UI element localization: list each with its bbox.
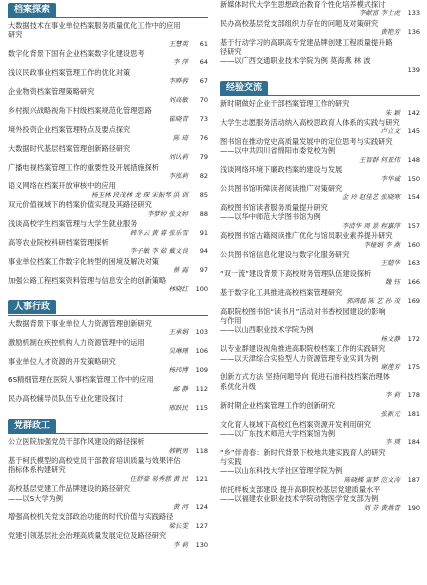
section-title: 人事行政 (8, 300, 56, 314)
entry-title-line: 语义网络在档案开放审核中的应用 (8, 181, 116, 191)
entry-author: 林晓红 (168, 285, 188, 294)
entry-page-number: 148 (407, 155, 420, 164)
entry-page-number: 70 (199, 96, 208, 105)
entry-title-line: 基于柯氏模型的高校党员干部教育培训质量与效果评估 (8, 456, 181, 466)
entry-title-line: 大数据技术在事业单位档案服务质量优化工作中的应用 (8, 21, 181, 30)
entry-meta (220, 335, 420, 344)
entry-title-line: 指标体系构建研究 (8, 465, 66, 475)
entry-page-number: 175 (407, 362, 420, 371)
entry-title-line: 数字化背景下国有企业档案数字化建设思考 (8, 49, 145, 59)
entry-title-line: “双一流”建设背景下高校财务管理队伍建设探析 (220, 268, 372, 278)
entry-title-line: 系优化升级 (220, 381, 256, 391)
entry-page-number: 91 (199, 228, 208, 237)
entry-title-line: 大数据时代基层档案管理创新路径研究 (8, 143, 131, 153)
entry-page-number: 100 (195, 285, 208, 294)
toc-entry[interactable] (220, 448, 420, 484)
toc-right-column (220, 0, 420, 518)
entry-title-line: ——以山东科技大学社区管理学院为例 (220, 466, 343, 476)
entry-title-line: 企业物资档案管理策略研究 (8, 86, 95, 96)
toc-entry[interactable] (8, 512, 208, 530)
entry-title-line: 广播电视档案管理工作的重要性及开展措施探析 (8, 162, 159, 172)
entry-meta (220, 259, 420, 268)
entry-author: 吴琳瑾 (168, 346, 188, 355)
toc-entry[interactable] (220, 99, 420, 117)
entry-title-line: 激励机制在疾控机构人力资源管理中的运用 (8, 337, 145, 347)
toc-entry[interactable] (8, 21, 208, 48)
entry-author: 杨玮博 (168, 365, 188, 374)
entry-title-line: ——以广西交通职业技术学院为例 莫海燕 林 波 (220, 56, 371, 66)
entry-meta (8, 229, 208, 238)
entry-title-line: 高校图书馆古籍阅读推广优化与馆员职业素养提升研究 (220, 231, 393, 241)
entry-meta (220, 363, 420, 372)
entry-title-line: 文化育人视域下高校红色档案资源开发利用研究 (220, 419, 371, 429)
entry-author: 刘认莉 (168, 152, 188, 161)
toc-entry[interactable] (220, 307, 420, 343)
entry-author: 黄 河 (172, 502, 188, 511)
entry-meta (220, 241, 420, 250)
toc-entry[interactable] (8, 456, 208, 483)
entry-title-line: ——以S大学为例 (8, 493, 63, 503)
entry-meta (8, 541, 208, 550)
entry-page-number: 136 (407, 28, 420, 37)
entry-author: 卢立文 (380, 127, 400, 136)
entry-meta (220, 297, 420, 306)
entry-author: 刘高敏 (168, 96, 188, 105)
entry-page-number: 142 (407, 108, 420, 117)
entry-page-number: 190 (407, 503, 420, 512)
entry-title-line: 浅谈网络环境下廉政档案的建设与发展 (220, 165, 343, 175)
toc-entry[interactable] (8, 484, 208, 511)
section-header (8, 2, 208, 18)
entry-title-line: ——以山西职业技术学院为例 (220, 325, 314, 335)
entry-page-number: 94 (199, 247, 208, 256)
entry-title-line: 基于行动学习的高职高专党建品牌创建工程质量提升路 (220, 37, 393, 47)
toc-entry[interactable] (220, 231, 420, 249)
entry-title-line: 民办高校基层党支部组织力存在的问题及对策研究 (220, 18, 379, 28)
entry-title-line: 新时期企业档案管理工作的创新研究 (220, 400, 336, 410)
entry-title-line: 党建引领基层社会治理高质量发展定位及路径研究 (8, 531, 167, 541)
entry-title-line: ——以广东技术师范大学档案馆为例 (220, 428, 336, 438)
entry-title-line: 径研究 (220, 47, 242, 57)
entry-title-line: 公共图书馆信息化建设与数字化服务研究 (220, 250, 350, 260)
toc-entry[interactable] (8, 200, 208, 218)
entry-author: 朱 颖 (384, 108, 400, 117)
entry-page-number: 157 (407, 221, 420, 230)
entry-page-number: 64 (199, 58, 208, 67)
entry-meta (8, 96, 208, 105)
entry-meta (8, 172, 208, 181)
entry-title-line: ——以天津综合实验型人力资源管理专业实训为例 (220, 353, 379, 363)
toc-entry[interactable] (8, 219, 208, 237)
entry-title-line: 高职院校图书馆“读书月”活动对书香校园建设的影响 (220, 306, 386, 316)
toc-entry[interactable] (8, 394, 208, 412)
entry-meta (220, 410, 420, 419)
toc-entry[interactable] (220, 19, 420, 37)
toc-entry[interactable] (8, 125, 208, 143)
toc-entry[interactable] (8, 357, 208, 375)
toc-entry[interactable] (8, 375, 208, 393)
entry-page-number: 154 (407, 193, 420, 202)
toc-section (220, 80, 420, 512)
entry-meta (8, 191, 208, 200)
entry-title-line: ——以福建农业职业技术学院动物医学党支部为例 (220, 494, 379, 504)
entry-title-line: 创新方式方法 坚持问题导向 促进石油科技档案治理体 (220, 372, 390, 382)
entry-title-line: 与作用 (220, 316, 242, 326)
toc-entry[interactable] (220, 288, 420, 306)
toc-entry[interactable] (220, 38, 420, 74)
entry-author: 陈晓蝶 雷梦 范文涛 (343, 475, 400, 484)
entry-page-number: 124 (195, 502, 208, 511)
entry-author: 杨文静 (380, 334, 400, 343)
entry-title-line: 大学生志愿服务活动纳入高校思政育人体系的实践与研究 (220, 118, 400, 128)
toc-entry[interactable] (220, 118, 420, 136)
entry-meta (220, 193, 420, 202)
entry-author: 韩帆男 (168, 446, 188, 455)
entry-meta (8, 153, 208, 162)
entry-title-line: 公共图书馆听障读者阅读推广对策研究 (220, 184, 343, 194)
entry-meta (220, 175, 420, 184)
toc-section (220, 0, 420, 74)
entry-page-number: 139 (407, 65, 420, 74)
entry-meta (8, 366, 208, 375)
entry-page-number: 184 (407, 438, 420, 447)
entry-page-number: 178 (407, 391, 420, 400)
entry-title-line: 6S精细管理在医院人事档案管理工作中的应用 (8, 375, 154, 385)
entry-title-line: 大数据背景下事业单位人力资源管理创新研究 (8, 318, 152, 328)
entry-page-number: 82 (199, 171, 208, 180)
entry-author: 邢跃民 (168, 403, 188, 412)
section-title: 档案探索 (8, 3, 56, 17)
entry-author: 李子敏 李 茹 戴文良 (129, 247, 188, 256)
toc-entry[interactable] (8, 531, 208, 549)
entry-title-line: 以专业群建设视角推进高职院校档案工作的实践研究 (220, 344, 386, 354)
entry-page-number: 115 (195, 403, 208, 412)
entry-page-number: 106 (195, 346, 208, 355)
entry-author: 李 莉 (384, 391, 400, 400)
entry-title-line: 依托样板支部建设 提升高职院校基层党建质量水平 (220, 485, 381, 495)
entry-page-number: 73 (199, 115, 208, 124)
toc-entry[interactable] (8, 181, 208, 199)
entry-title-line: ——以华中师范大学图书馆为例 (220, 212, 321, 222)
entry-title-line: 事业单位档案工作数字化转型的困境及解决对策 (8, 256, 159, 266)
toc-entry[interactable] (8, 319, 208, 337)
toc-left-column (8, 0, 208, 555)
toc-entry[interactable] (8, 49, 208, 67)
entry-meta (220, 127, 420, 136)
entry-meta (8, 266, 208, 275)
entry-author: 李华诚 (380, 174, 400, 183)
toc-entry[interactable] (220, 344, 420, 371)
toc-entry[interactable] (220, 401, 420, 419)
entry-meta (220, 438, 420, 447)
toc-entry[interactable] (8, 68, 208, 86)
entry-title-line: 与实践 (220, 457, 242, 466)
entry-title-line: 浅议民政事业档案管理工作的优化对策 (8, 68, 131, 78)
entry-meta (220, 278, 420, 287)
entry-title-line: 基于数字化工具推进高校档案管理研究 (220, 287, 343, 297)
entry-author: 崔晓青 (168, 115, 188, 124)
entry-title-line: 研究 (8, 30, 23, 40)
entry-title-line: 浅谈高校学生档案管理与大学生就业服务 (8, 219, 138, 229)
entry-author: 杨玉林 段茂林 龙 琛 宋振琴 洪 训 (91, 190, 188, 199)
entry-author: 李 瑛 (384, 438, 400, 447)
toc-entry[interactable] (220, 0, 420, 18)
entry-meta (8, 77, 208, 86)
entry-title-line: 加强公路工程档案资料管理与信息安全的创新策略 (8, 275, 167, 285)
entry-meta (220, 391, 420, 400)
entry-meta (220, 109, 420, 118)
entry-author: 梁长雯 (168, 521, 188, 530)
entry-meta (8, 115, 208, 124)
entry-author: 李晔蓉 (168, 77, 188, 86)
entry-author: 李娅娟 李 燕 (363, 240, 400, 249)
entry-title-line: 公立医院加强党员干部作风建设的路径探析 (8, 437, 145, 447)
entry-meta (220, 504, 420, 513)
entry-author: 李 莉 (172, 540, 188, 549)
entry-author: 李泓莉 (168, 171, 188, 180)
entry-page-number: 103 (195, 328, 208, 337)
toc-entry[interactable] (220, 137, 420, 164)
entry-title-line: 增强高校机关党支部政治功能的时代价值与实践路径 (8, 512, 174, 522)
toc-entry[interactable] (220, 165, 420, 183)
entry-meta (8, 134, 208, 143)
toc-entry[interactable] (8, 163, 208, 181)
toc-section (8, 300, 208, 412)
entry-meta (8, 285, 208, 294)
entry-author: 刘 芬 黄燕青 (363, 503, 400, 512)
toc-entry[interactable] (8, 338, 208, 356)
entry-meta (8, 247, 208, 256)
entry-title-line: 境外投资企业档案管理特点及要点探究 (8, 124, 131, 134)
entry-meta (220, 9, 420, 18)
entry-author: 韩冬云 黄 睿 张乐雪 (129, 228, 188, 237)
entry-page-number: 130 (195, 540, 208, 549)
entry-author: 王承娟 (168, 328, 188, 337)
entry-title-line: 乡村振兴战略视角下村级档案规范化管理思路 (8, 105, 152, 115)
entry-author: 李梦婷 张文婷 (146, 209, 188, 218)
toc-section (8, 2, 208, 294)
section-header (220, 80, 420, 96)
entry-meta (8, 40, 208, 49)
entry-author: 金 玲 赵佳艺 张晓寒 (341, 193, 400, 202)
entry-page-number: 166 (407, 278, 420, 287)
entry-author: 王慧英 (168, 39, 188, 48)
entry-title-line: 高校基层党建工作品牌建设的路径研究 (8, 484, 131, 494)
entry-page-number: 67 (199, 77, 208, 86)
toc-entry[interactable] (8, 437, 208, 455)
section-title: 经验交流 (220, 81, 268, 95)
entry-page-number: 61 (199, 39, 208, 48)
entry-author: 李清华 周 景 程嘉萍 (341, 221, 400, 230)
entry-meta (8, 210, 208, 219)
entry-author: 张新元 (380, 409, 400, 418)
entry-author: 李 萍 (172, 58, 188, 67)
entry-page-number: 172 (407, 334, 420, 343)
entry-author: 郭鸿磊 陈 艺 孙 茂 (346, 297, 400, 306)
entry-meta (220, 222, 420, 231)
entry-meta (220, 156, 420, 165)
section-header (8, 300, 208, 316)
toc-entry[interactable] (220, 184, 420, 202)
entry-page-number: 150 (407, 174, 420, 183)
entry-title-line: 图书馆在推动党史高质量发展中的定位思考与实践研究 (220, 137, 393, 147)
entry-title-line: “乡”伴青春：新时代背景下校地共建实践育人的研究 (220, 447, 386, 457)
entry-author: 黄艳芳 (380, 28, 400, 37)
entry-page-number: 118 (195, 446, 208, 455)
entry-author: 魏 钰 (384, 278, 400, 287)
entry-page-number: 112 (195, 384, 208, 393)
toc-entry[interactable] (8, 106, 208, 124)
entry-meta (8, 522, 208, 531)
entry-meta (8, 404, 208, 413)
entry-meta (220, 66, 420, 75)
entry-meta (8, 475, 208, 484)
entry-page-number: 133 (407, 9, 420, 18)
entry-author: 蔡 露 (172, 266, 188, 275)
entry-meta (220, 476, 420, 485)
entry-author: 邮 静 (172, 384, 188, 393)
toc-entry[interactable] (8, 144, 208, 162)
entry-author: 李献富 李士虎 (358, 9, 400, 18)
entry-title-line: 民办高校辅导员队伍专业化建设探讨 (8, 394, 124, 404)
entry-page-number: 169 (407, 297, 420, 306)
section-header (8, 418, 208, 434)
entry-meta (8, 347, 208, 356)
entry-author: 任舒豪 易秀慈 黄 民 (129, 474, 188, 483)
entry-title-line: 双元价值视域下的档案价值实现及其路径研究 (8, 200, 152, 210)
entry-page-number: 79 (199, 152, 208, 161)
entry-page-number: 76 (199, 134, 208, 143)
entry-meta (8, 447, 208, 456)
toc-section (8, 418, 208, 549)
entry-page-number: 121 (195, 474, 208, 483)
toc-entry[interactable] (220, 269, 420, 287)
entry-meta (8, 58, 208, 67)
toc-entry[interactable] (8, 276, 208, 294)
entry-page-number: 187 (407, 475, 420, 484)
entry-page-number: 109 (195, 365, 208, 374)
entry-title-line: 高校图书馆读者服务质量提升研究 (220, 203, 328, 213)
entry-page-number: 145 (407, 127, 420, 136)
toc-entry[interactable] (220, 420, 420, 447)
entry-author: 王智群 何亚伟 (358, 155, 400, 164)
entry-page-number: 97 (199, 266, 208, 275)
entry-title-line: 事业单位人才资源的开发策略研究 (8, 356, 116, 366)
entry-meta (8, 385, 208, 394)
toc-entry[interactable] (8, 238, 208, 256)
entry-page-number: 181 (407, 409, 420, 418)
toc-entry[interactable] (8, 87, 208, 105)
entry-meta (220, 28, 420, 37)
entry-title-line: 新媒体时代大学生思想政治教育个性化培养模式探讨 (220, 0, 386, 9)
entry-title-line: 高等农业院校科研档案管理探析 (8, 238, 109, 248)
toc-entry[interactable] (220, 372, 420, 399)
toc-entry[interactable] (220, 485, 420, 512)
entry-meta (8, 328, 208, 337)
entry-title-line: 新时期做好企业干部档案管理工作的研究 (220, 99, 350, 109)
entry-page-number: 88 (199, 209, 208, 218)
entry-author: 王超华 (380, 259, 400, 268)
section-title: 党群政工 (8, 419, 56, 433)
entry-page-number: 160 (407, 240, 420, 249)
entry-page-number: 85 (199, 190, 208, 199)
entry-meta (8, 503, 208, 512)
entry-title-line: ——以中共四川省绵阳市委党校为例 (220, 146, 336, 156)
entry-page-number: 163 (407, 259, 420, 268)
entry-author: 陈 琦 (172, 134, 188, 143)
entry-page-number: 127 (195, 521, 208, 530)
entry-author: 谢莲芳 (380, 362, 400, 371)
toc-entry[interactable] (220, 250, 420, 268)
toc-entry[interactable] (8, 257, 208, 275)
toc-entry[interactable] (220, 203, 420, 230)
